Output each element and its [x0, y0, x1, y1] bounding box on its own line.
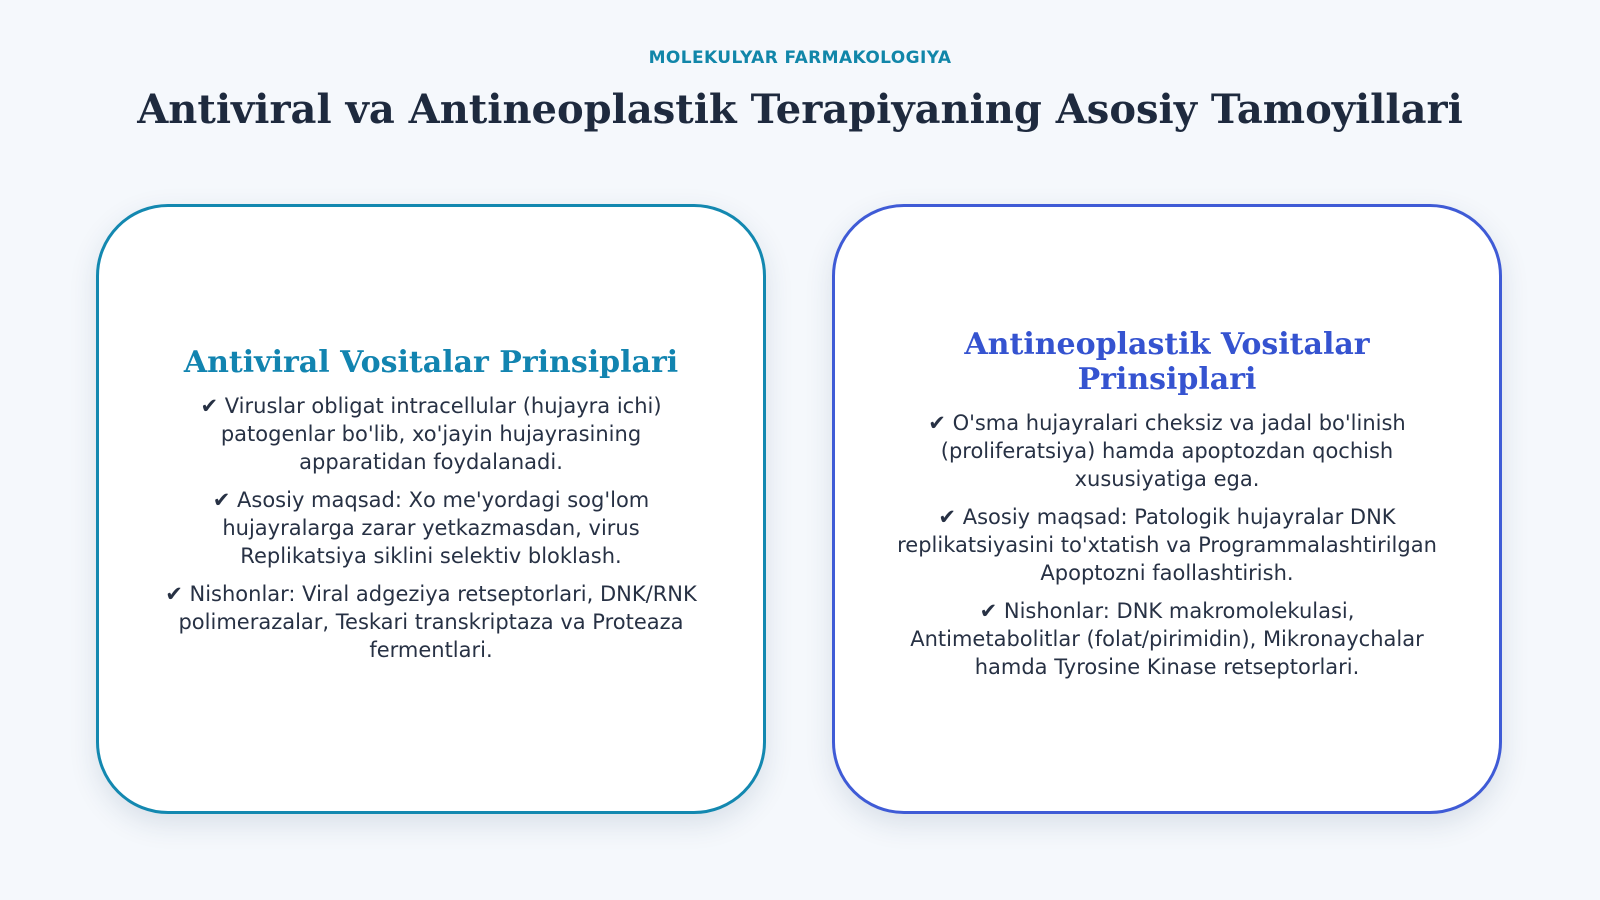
- page-title: Antiviral va Antineoplastik Terapiyaning Asosiy Tamoyillari: [137, 86, 1463, 133]
- eyebrow-label: MOLEKULYAR FARMAKOLOGIYA: [648, 48, 952, 68]
- list-item: [895, 503, 1439, 587]
- antiviral-points-list: [159, 392, 703, 674]
- antineoplastic-points-list: [895, 409, 1439, 691]
- check-icon: ✔: [200, 393, 219, 418]
- point-text: Asosiy maqsad: Xo me'yordagi sog'lom hujayralarga zarar yetkazmasdan, virus Replikatsiya siklini selektiv bloklash.: [222, 487, 650, 568]
- point-text: Asosiy maqsad: Patologik hujayralar DNK replikatsiyasini to'xtatish va Programmalashtirilgan Apoptozni faollashtirish.: [897, 505, 1437, 585]
- check-icon: ✔: [165, 581, 183, 606]
- antineoplastic-card-title: Antineoplastik Vositalar Prinsiplari: [964, 327, 1370, 397]
- check-icon: ✔: [928, 411, 946, 435]
- check-icon: ✔: [212, 487, 231, 512]
- list-item: [895, 409, 1439, 493]
- list-item: [895, 597, 1439, 681]
- point-text: O'sma hujayralari cheksiz va jadal bo'linish (proliferatsiya) hamda apoptozdan qochish xususiyatiga ega.: [940, 411, 1406, 491]
- check-icon: ✔: [938, 505, 957, 529]
- point-text: Nishonlar: Viral adgeziya retseptorlari, DNK/RNK polimerazalar, Teskari transkriptaza va Proteaza fermentlari.: [178, 581, 697, 662]
- check-icon: ✔: [979, 599, 998, 623]
- point-text: Viruslar obligat intracellular (hujayra ichi) patogenlar bo'lib, xo'jayin hujayrasining apparatidan foydalanadi.: [220, 393, 662, 474]
- antiviral-card: [96, 204, 766, 814]
- antineoplastic-card: [832, 204, 1502, 814]
- list-item: [159, 392, 703, 476]
- point-text: Nishonlar: DNK makromolekulasi, Antimetabolitlar (folat/pirimidin), Mikronaychalar hamda Tyrosine Kinase retseptorlari.: [910, 599, 1424, 679]
- list-item: [159, 486, 703, 570]
- antiviral-card-title: Antiviral Vositalar Prinsiplari: [183, 344, 679, 380]
- list-item: [159, 580, 703, 664]
